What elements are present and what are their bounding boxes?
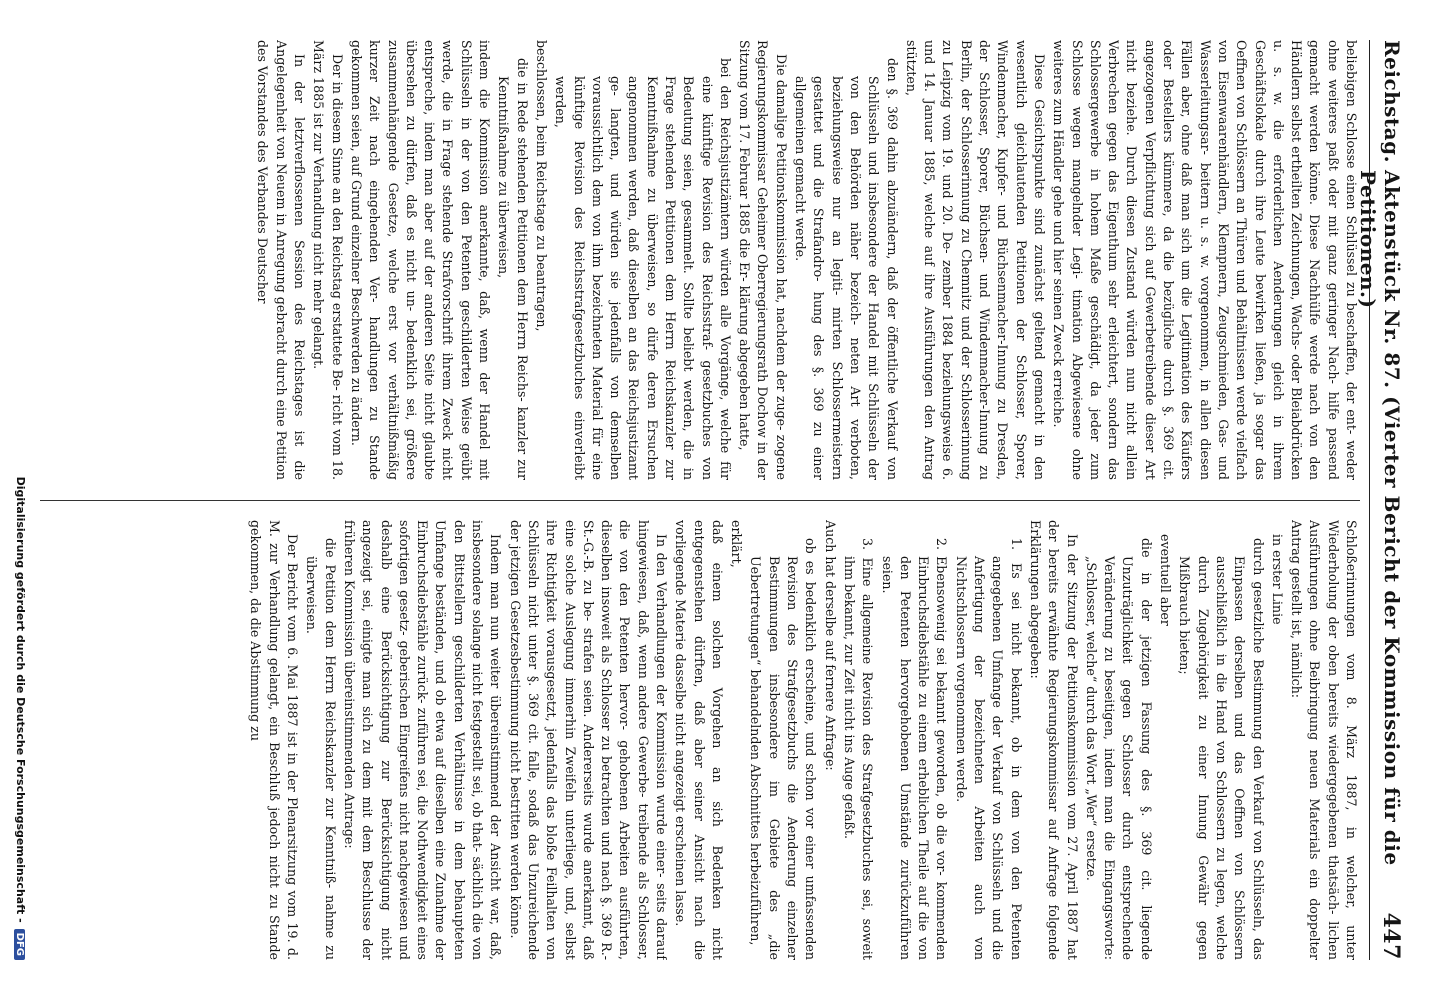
quoted-motion: die in der jetzigen Fassung des §. 369 cit. liegende Unzuträglichkeit gegen Schlosser durch entsprechende Veränderung zu beseitigen, indem man die Eingangsworte: „Schlosser, welche“ durch das Wort „Wer“ ersetze.: [1083, 538, 1154, 960]
dfg-logo: DFG: [14, 929, 25, 960]
stamp-text: Digitalisierung gefördert durch die Deutsche Forschungsgemeinschaft -: [14, 476, 27, 923]
paragraph: Der Bericht vom 6. Mai 1887 ist in der Plenarsitzung vom 19. d. M. zur Verhandlung gelangt, ein Beschluß jedoch nicht zu Stande gekommen, da die Abstimmung zu: [248, 520, 301, 960]
page-number: 447: [1378, 912, 1404, 960]
list-item: 3. Eine allgemeine Revision des Strafgesetzbuches sei, soweit ihm bekannt, zur Zeit nicht ins Auge gefaßt.: [841, 538, 876, 960]
column-divider: [40, 500, 1360, 501]
right-column: [30, 520, 1360, 960]
page-header: [1356, 40, 1410, 960]
paragraph: Die damalige Petitionskommission hat, nachdem der zuge- zogene Regierungskommissar Geheimer Oberregierungsrath Dochow in der Sitzung vom 17. Februar 1885 die Er- klärung abgegeben hatte,: [737, 40, 789, 480]
paragraph: Der in diesem Sinne an den Reichstag erstattete Be- richt vom 18. März 1885 ist zur Verhandlung nicht mehr gelangt.: [311, 40, 345, 480]
paragraph: erklärt,: [729, 520, 745, 568]
paragraph: In der Sitzung der Petitionskommission vom 27. April 1887 hat der bereits erwähnte Regierungskommissar auf Anfrage folgende Erklärungen abgegeben:: [1027, 520, 1080, 960]
paragraph: indem die Kommission anerkannte, daß, wenn der Handel mit Schlüsseln in der von den Petenten geschilderten Weise geübt werde, die in Frage stehende Strafvorschrift ihrem Zweck nicht entspreche, indem man aber auf der anderen Seite nicht glaubte übersehen zu dürfen, daß es nicht un- bedenklich sei, größere zusammenhängende Gesetze, welche erst vor verhältnißmäßig kurzer Zeit nach eingehenden Ver- handlungen zu Stande gekommen seien, auf Grund einzelner Beschwerden zu ändern.: [348, 40, 493, 480]
paragraph: Schloßerinnungen vom 8. März 1887, in welcher, unter Wiederholung der oben bereits wiedergegebenen thatsäch- lichen Ausführungen ohne Beibringung neuen Materials ein doppelter Antrag gestellt ist, nämlich:: [1289, 520, 1359, 960]
left-column: [30, 40, 1360, 480]
paragraph: daß einem solchen Vorgehen an sich Bedenken nicht entgegenstehen dürften, daß aber seiner Ansicht nach die vorliegende Materie dasselbe nicht angezeigt erscheinen lasse.: [673, 520, 725, 960]
paragraph: Auch hat derselbe auf fernere Anfrage:: [822, 520, 838, 771]
quoted-motion: die in Rede stehenden Petitionen dem Herrn Reichs- kanzler zur Kenntnißnahme zu überweisen,: [496, 58, 530, 480]
paragraph: In der letztverflossenen Session des Reichstages ist die Angelegenheit von Neuem in Anregung gebracht durch eine Petition des Vorstandes des Verbandes Deutscher: [255, 40, 308, 480]
header-title: Aktenstück Nr. 87. (Vierter Bericht der Kommission für die Petitionen.): [1356, 170, 1404, 866]
paragraph: Diese Gesichtspunkte sind zunächst geltend gemacht in den wesentlich gleichlautenden Petitionen der Schlosser, Sporer, Windenmacher, Kupfer- und Büchsenmacher-Innung zu Dresden, der Schlosser, Sporer, Büchsen- und Windenmacher-Innung zu Berlin, der Schlosserinnung zu Chemnitz und der Schlosserinnung zu Leipzig vom 19. und 20. De- zember 1884 beziehungsweise 6. und 14. Januar 1885, welche auf ihre Ausführungen den Antrag stützten,: [903, 40, 1047, 480]
header-left: Reichstag.: [1380, 40, 1404, 164]
paragraph: eventuell aber: [1158, 534, 1174, 626]
quoted-question: ob es bedenklich erscheine, und schon vor einer umfassenden Revision des Strafgesetzbuchs die Aenderung einzelner Bestimmungen insbesondere im Gebiete des „die Uebertretungen“ behandelnden Abschnittes herbeizuführen,: [748, 538, 819, 960]
quoted-motion: die Petition dem Herrn Reichskanzler zur Kenntniß- nahme zu überweisen.: [304, 538, 338, 960]
digitization-stamp: [7, 40, 27, 960]
paragraph: Indem man nun weiter übereinstimmend der Ansicht war, daß, insbesondere solange nicht festgestellt sei, ob that- sächlich die von den Bittstellern geschilderten Verhältnisse in dem behaupteten Umfange beständen, und ob etwa auf dieselben eine Zunahme der Einbruchsdiebstähle zurück- zuführen sei, die Nothwendigkeit eines sofortigen gesetz- geberischen Eingreifens nicht nachgewiesen und deshalb eine Berücksichtigung zur Berücksichtigung nicht angezeigt sei, einigte man sich zu dem mit dem Beschlusse der früheren Kommission übereinstimmenden Antrage:: [341, 520, 504, 960]
paragraph: beschlossen, beim Reichstage zu beantragen,: [533, 40, 549, 332]
list-item: 1. Es sei nicht bekannt, ob in dem von den Petenten angegebenen Umfange der Verkauf von Schlüsseln und die Anfertigung der bezeichneten Arbeiten auch von Nichtschlossern vorgenommen werde.: [953, 538, 1024, 960]
quoted-statement: bei den Reichsjustizämtern würden alle Vorgänge, welche für eine künftige Revision des Reichsstraf- gesetzbuches von Bedeutung seien, gesammelt. Sollte beliebt werden, die in Frage stehenden Petitionen dem Herrn Reichskanzler zur Kenntnißnahme zu überweisen, so dürfe deren Ersuchen angenommen werden, daß dieselben an das Reichsjustizamt ge- langten, und würden sie jedenfalls von demselben voraussichtlich dem von ihm bezeichneten Material für eine künftige Revision des Reichsstrafgesetzbuches einverleibt werden,: [553, 58, 733, 480]
paragraph: In den Verhandlungen der Kommission wurde einer- seits darauf hingewiesen, daß, wenn andere Gewerbe- treibende als Schlosser, die von den Petenten hervor- gehobenen Arbeiten ausführten, dieselben insoweit als Schlosser zu betrachten und nach §. 369 R.-St.-G.-B. zu be- strafen seien. Andererseits wurde anerkannt, daß eine solche Auslegung immerhin Zweifeln unterliege, und, selbst ihre Richtigkeit vorausgesetzt, jedenfalls das bloße Feilhalten von Schlüsseln nicht unter §. 369 cit. falle, sodaß das Unzureichende der jetzigen Gesetzesbestimmung nicht bestritten werden könne.: [507, 520, 670, 960]
paragraph: in erster Linie: [1269, 534, 1285, 625]
quoted-motion: durch gesetzliche Bestimmung den Verkauf von Schlüsseln, das Einpassen derselben und das Oeffnen von Schlössern ausschließlich in die Hand von Schlossern zu legen, welche durch Zugehörigkeit zu einer Innung Gewähr gegen Mißbrauch bieten;: [1177, 538, 1266, 960]
header-divider: [1369, 40, 1370, 960]
list-item: 2. Ebensowenig sei bekannt geworden, ob die vor- kommenden Einbruchsdiebstähle zu einem erheblichen Theile auf die von den Petenten hervorgehobenen Umstände zurückzuführen seien.: [879, 538, 950, 960]
paragraph: beliebigen Schlosse einen Schlüssel zu beschaffen, der ent- weder ohne weiteres paßt oder mit ganz geringer Nach- hilfe passend gemacht werden könne. Diese Nachhülfe werde nach von den Händlern selbst ertheilten Zeichnungen, Wachs- oder Bleiabdrücken u. s. w. die erforderlichen Aenderungen gleich in ihrem Geschäftslokale durch ihre Leute bewirken ließen, ja sogar das Oeffnen von Schlössern an Thüren und Behältnissen werde vielfach von Eisenwaarenhändlern, Klempnern, Zeugschmieden, Gas- und Wasserleitungsar- beitern u. s. w. vorgenommen, in allen diesen Fällen aber, ohne daß man sich um die Legitimation des Käufers oder Bestellers kümmere, da die bezügliche durch §. 369 cit. angezogenen Verpflichtung sich auf Gewerbetreibende dieser Art nicht beziehe. Durch diesen Zustand würden nun nicht allein Verbrechen gegen das Eigenthum sehr erleichtert, sondern das Schlossergewerbe in hohem Maße geschädigt, da jeder zum Schlosse wegen mangelnder Legi- timation Abgewiesene ohne weiteres zum Händler gehe und hier seinen Zweck erreiche.: [1051, 40, 1359, 480]
quoted-motion: den §. 369 dahin abzuändern, daß der öffentliche Verkauf von Schlüsseln und insbesondere der Handel mit Schlüsseln der von den Behörden näher bezeich- neten Art verboten, beziehungsweise nur an legiti- mirten Schlossermeistern gestattet und die Strafandro- hung des §. 369 zu einer allgemeinen gemacht werde.: [793, 58, 900, 480]
